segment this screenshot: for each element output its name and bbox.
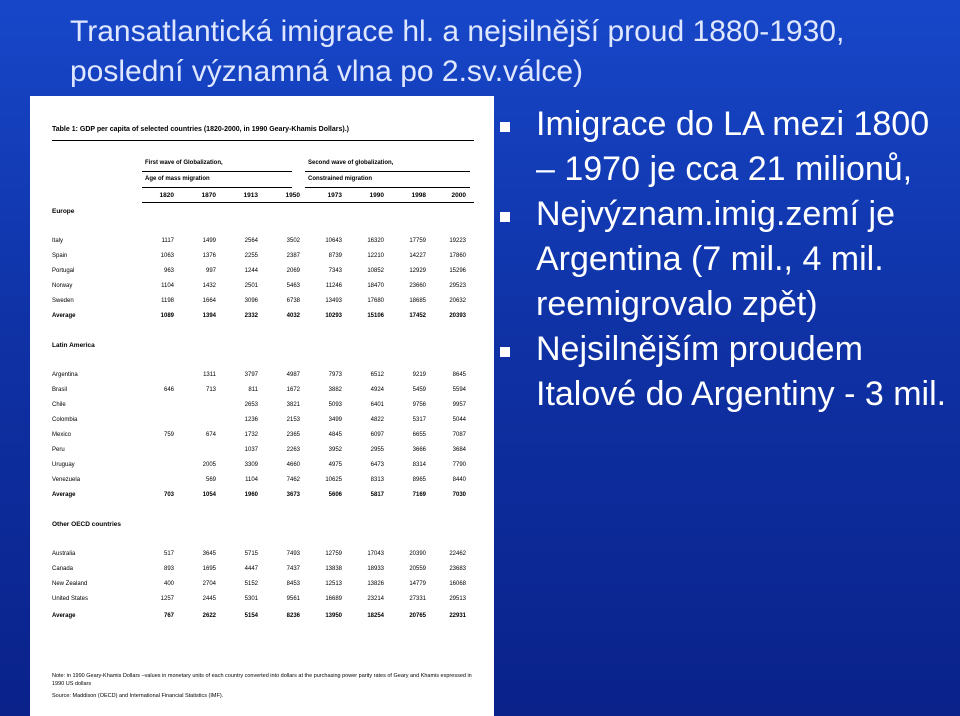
row-country: Norway xyxy=(52,283,73,289)
table-row xyxy=(52,283,474,295)
table-section-heading: Other OECD countries xyxy=(52,521,121,528)
row-country: Average xyxy=(52,313,76,319)
row-country: United States xyxy=(52,596,89,602)
row-value: 1499 xyxy=(202,238,216,244)
row-value: 17860 xyxy=(449,253,466,259)
row-value: 1037 xyxy=(244,447,258,453)
row-value: 18254 xyxy=(367,613,384,619)
bullet-text: Nejvýznam.imig.zemí je Argentina (7 mil., 4 mil. reemigrovalo zpět) xyxy=(536,195,895,323)
table-row xyxy=(52,613,474,625)
row-value: 16689 xyxy=(325,596,342,602)
row-value: 703 xyxy=(163,492,174,498)
row-value: 13826 xyxy=(367,581,384,587)
table-section-heading: Europe xyxy=(52,208,75,215)
row-value: 1732 xyxy=(244,432,258,438)
row-value: 4447 xyxy=(244,566,258,572)
table-row xyxy=(52,387,474,399)
row-value: 3821 xyxy=(286,402,300,408)
row-country: Uruguay xyxy=(52,462,75,468)
row-value: 5093 xyxy=(328,402,342,408)
row-value: 3882 xyxy=(328,387,342,393)
row-value: 713 xyxy=(205,387,216,393)
row-value: 5301 xyxy=(244,596,258,602)
header-rule xyxy=(305,171,470,172)
row-value: 400 xyxy=(163,581,174,587)
row-value: 3684 xyxy=(452,447,466,453)
row-value: 997 xyxy=(205,268,216,274)
row-value: 7169 xyxy=(412,492,426,498)
row-value: 963 xyxy=(163,268,174,274)
row-value: 1244 xyxy=(244,268,258,274)
row-value: 17452 xyxy=(409,313,426,319)
row-value: 2263 xyxy=(286,447,300,453)
row-value: 3952 xyxy=(328,447,342,453)
row-value: 2955 xyxy=(370,447,384,453)
row-value: 1376 xyxy=(202,253,216,259)
table-row xyxy=(52,462,474,474)
row-value: 8645 xyxy=(452,372,466,378)
row-value: 3096 xyxy=(244,298,258,304)
row-value: 4845 xyxy=(328,432,342,438)
row-value: 9756 xyxy=(412,402,426,408)
row-value: 14227 xyxy=(409,253,426,259)
row-value: 2445 xyxy=(202,596,216,602)
row-value: 7030 xyxy=(452,492,466,498)
row-value: 29523 xyxy=(449,283,466,289)
row-value: 5715 xyxy=(244,551,258,557)
row-value: 2069 xyxy=(286,268,300,274)
row-value: 5817 xyxy=(370,492,384,498)
bullet-square-icon xyxy=(500,122,510,132)
row-country: Spain xyxy=(52,253,68,259)
row-value: 2564 xyxy=(244,238,258,244)
row-value: 7790 xyxy=(452,462,466,468)
table-row xyxy=(52,253,474,265)
row-value: 8965 xyxy=(412,477,426,483)
row-value: 22462 xyxy=(449,551,466,557)
row-value: 1432 xyxy=(202,283,216,289)
row-value: 12513 xyxy=(325,581,342,587)
row-value: 3673 xyxy=(286,492,300,498)
table-row xyxy=(52,551,474,563)
row-value: 16320 xyxy=(367,238,384,244)
table-row xyxy=(52,447,474,459)
table-row xyxy=(52,596,474,608)
table-title: Table 1: GDP per capita of selected countries (1820-2000, in 1990 Geary-Khamis Dollars).) xyxy=(52,126,349,133)
row-value: 8440 xyxy=(452,477,466,483)
header-first-wave: First wave of Globalization, xyxy=(145,160,223,166)
table-row xyxy=(52,477,474,489)
row-value: 1054 xyxy=(202,492,216,498)
year-header: 1950 xyxy=(285,192,300,199)
header-rule xyxy=(305,187,470,188)
row-value: 4987 xyxy=(286,372,300,378)
row-value: 1063 xyxy=(160,253,174,259)
table-row xyxy=(52,313,474,325)
gdp-table-image xyxy=(30,96,494,716)
row-value: 8313 xyxy=(370,477,384,483)
table-row xyxy=(52,238,474,250)
year-header: 1870 xyxy=(201,192,216,199)
year-header: 1913 xyxy=(243,192,258,199)
table-row xyxy=(52,402,474,414)
row-value: 20632 xyxy=(449,298,466,304)
year-header: 1990 xyxy=(369,192,384,199)
table-row xyxy=(52,268,474,280)
row-value: 5044 xyxy=(452,417,466,423)
header-rule xyxy=(142,171,292,172)
row-value: 3502 xyxy=(286,238,300,244)
row-value: 14779 xyxy=(409,581,426,587)
row-value: 27331 xyxy=(409,596,426,602)
row-country: Average xyxy=(52,613,76,619)
row-value: 17680 xyxy=(367,298,384,304)
row-value: 22931 xyxy=(449,613,466,619)
header-constrained: Constrained migration xyxy=(308,176,373,182)
row-value: 569 xyxy=(205,477,216,483)
row-value: 6401 xyxy=(370,402,384,408)
row-value: 7437 xyxy=(286,566,300,572)
row-value: 16068 xyxy=(449,581,466,587)
row-value: 8453 xyxy=(286,581,300,587)
bullet-list xyxy=(500,102,950,417)
row-value: 1695 xyxy=(202,566,216,572)
year-header: 2000 xyxy=(451,192,466,199)
header-rule xyxy=(142,187,292,188)
row-value: 1236 xyxy=(244,417,258,423)
row-country: Brasil xyxy=(52,387,68,393)
row-value: 7462 xyxy=(286,477,300,483)
row-value: 6512 xyxy=(370,372,384,378)
year-header: 1820 xyxy=(159,192,174,199)
row-value: 1394 xyxy=(202,313,216,319)
row-value: 12210 xyxy=(367,253,384,259)
row-country: Italy xyxy=(52,238,64,244)
row-value: 20559 xyxy=(409,566,426,572)
row-country: Chile xyxy=(52,402,66,408)
header-second-wave: Second wave of globalization, xyxy=(308,160,394,166)
row-value: 12929 xyxy=(409,268,426,274)
row-value: 9561 xyxy=(286,596,300,602)
row-value: 4822 xyxy=(370,417,384,423)
row-value: 2501 xyxy=(244,283,258,289)
row-value: 12759 xyxy=(325,551,342,557)
row-value: 1089 xyxy=(160,313,174,319)
row-value: 23214 xyxy=(367,596,384,602)
row-value: 674 xyxy=(205,432,216,438)
row-value: 23660 xyxy=(409,283,426,289)
row-value: 2704 xyxy=(202,581,216,587)
row-value: 8739 xyxy=(328,253,342,259)
header-age-mass: Age of mass migration xyxy=(145,176,210,182)
row-value: 5594 xyxy=(452,387,466,393)
bullet-item xyxy=(500,192,950,327)
row-value: 6473 xyxy=(370,462,384,468)
year-header: 1973 xyxy=(327,192,342,199)
row-value: 15106 xyxy=(367,313,384,319)
bullet-text: Imigrace do LA mezi 1800 – 1970 je cca 21 milionů, xyxy=(536,105,930,188)
row-value: 19223 xyxy=(449,238,466,244)
row-value: 767 xyxy=(163,613,174,619)
table-row xyxy=(52,492,474,504)
row-country: Australia xyxy=(52,551,76,557)
row-value: 10852 xyxy=(367,268,384,274)
row-value: 5154 xyxy=(244,613,258,619)
row-value: 7973 xyxy=(328,372,342,378)
row-value: 4975 xyxy=(328,462,342,468)
row-value: 3645 xyxy=(202,551,216,557)
row-value: 3499 xyxy=(328,417,342,423)
row-value: 4660 xyxy=(286,462,300,468)
row-value: 8236 xyxy=(286,613,300,619)
row-value: 2653 xyxy=(244,402,258,408)
row-value: 6097 xyxy=(370,432,384,438)
row-value: 2153 xyxy=(286,417,300,423)
row-value: 5463 xyxy=(286,283,300,289)
row-value: 7087 xyxy=(452,432,466,438)
row-value: 18933 xyxy=(367,566,384,572)
row-value: 13838 xyxy=(325,566,342,572)
row-value: 20390 xyxy=(409,551,426,557)
row-value: 2005 xyxy=(202,462,216,468)
row-value: 2332 xyxy=(244,313,258,319)
row-value: 5606 xyxy=(328,492,342,498)
bullet-item xyxy=(500,327,950,417)
row-value: 5459 xyxy=(412,387,426,393)
row-country: Portugal xyxy=(52,268,75,274)
row-value: 7343 xyxy=(328,268,342,274)
table-rule xyxy=(52,140,474,141)
row-value: 11246 xyxy=(325,283,342,289)
row-value: 1198 xyxy=(161,298,174,304)
row-value: 646 xyxy=(163,387,174,393)
table-row xyxy=(52,298,474,310)
row-value: 15296 xyxy=(449,268,466,274)
row-value: 20765 xyxy=(409,613,426,619)
row-country: Average xyxy=(52,492,76,498)
row-country: Mexico xyxy=(52,432,72,438)
row-country: Venezuela xyxy=(52,477,81,483)
row-value: 13950 xyxy=(325,613,342,619)
row-value: 4924 xyxy=(370,387,384,393)
row-value: 10643 xyxy=(325,238,342,244)
row-value: 1104 xyxy=(245,477,258,483)
row-value: 517 xyxy=(163,551,174,557)
row-value: 811 xyxy=(248,387,258,393)
table-row xyxy=(52,417,474,429)
row-value: 10293 xyxy=(325,313,342,319)
table-row xyxy=(52,372,474,384)
row-country: Sweden xyxy=(52,298,74,304)
row-value: 759 xyxy=(163,432,174,438)
row-value: 893 xyxy=(163,566,174,572)
row-value: 10625 xyxy=(325,477,342,483)
row-country: New Zealand xyxy=(52,581,88,587)
row-value: 3666 xyxy=(412,447,426,453)
bullet-item xyxy=(500,102,950,192)
row-value: 1311 xyxy=(203,372,216,378)
row-value: 8314 xyxy=(412,462,426,468)
table-source: Source: Maddison (OECD) and International Financial Statistics (IMF). xyxy=(52,693,224,699)
row-value: 1672 xyxy=(286,387,300,393)
row-value: 4032 xyxy=(286,313,300,319)
table-row xyxy=(52,566,474,578)
row-value: 1117 xyxy=(161,238,174,244)
row-value: 29513 xyxy=(449,596,466,602)
row-country: Colombia xyxy=(52,417,78,423)
bullet-square-icon xyxy=(500,347,510,357)
row-country: Canada xyxy=(52,566,74,572)
table-section-heading: Latin America xyxy=(52,342,95,349)
table-row xyxy=(52,581,474,593)
row-value: 5152 xyxy=(244,581,258,587)
row-value: 7493 xyxy=(286,551,300,557)
row-value: 9219 xyxy=(412,372,426,378)
row-value: 23683 xyxy=(449,566,466,572)
row-value: 1257 xyxy=(160,596,174,602)
row-value: 13493 xyxy=(325,298,342,304)
table-note: Note: in 1990 Geary-Khamis Dollars –values in monetary units of each country converted into dollars at the purchasing power parity rates of Geary and Khamis expressed in 1990 US dollars xyxy=(52,673,472,687)
table-row xyxy=(52,432,474,444)
bullet-text: Nejsilnějším proudem Italové do Argentiny - 3 mil. xyxy=(536,330,947,413)
row-country: Argentina xyxy=(52,372,78,378)
row-value: 5317 xyxy=(412,417,426,423)
row-value: 17759 xyxy=(409,238,426,244)
bullet-square-icon xyxy=(500,212,510,222)
row-value: 18685 xyxy=(409,298,426,304)
row-value: 18470 xyxy=(367,283,384,289)
row-value: 1960 xyxy=(244,492,258,498)
slide-title: Transatlantická imigrace hl. a nejsilnější proud 1880-1930, poslední významná vlna po 2.sv.válce) xyxy=(70,15,845,88)
year-header: 1998 xyxy=(411,192,426,199)
row-value: 6738 xyxy=(286,298,300,304)
row-value: 2387 xyxy=(286,253,300,259)
row-value: 2365 xyxy=(286,432,300,438)
row-value: 6655 xyxy=(412,432,426,438)
row-value: 2622 xyxy=(202,613,216,619)
row-value: 1664 xyxy=(202,298,216,304)
row-value: 3797 xyxy=(244,372,258,378)
row-value: 3309 xyxy=(244,462,258,468)
row-value: 9957 xyxy=(452,402,466,408)
row-value: 2255 xyxy=(244,253,258,259)
row-value: 17043 xyxy=(367,551,384,557)
header-rule xyxy=(142,202,474,203)
row-country: Peru xyxy=(52,447,65,453)
row-value: 1104 xyxy=(161,283,174,289)
row-value: 20393 xyxy=(449,313,466,319)
